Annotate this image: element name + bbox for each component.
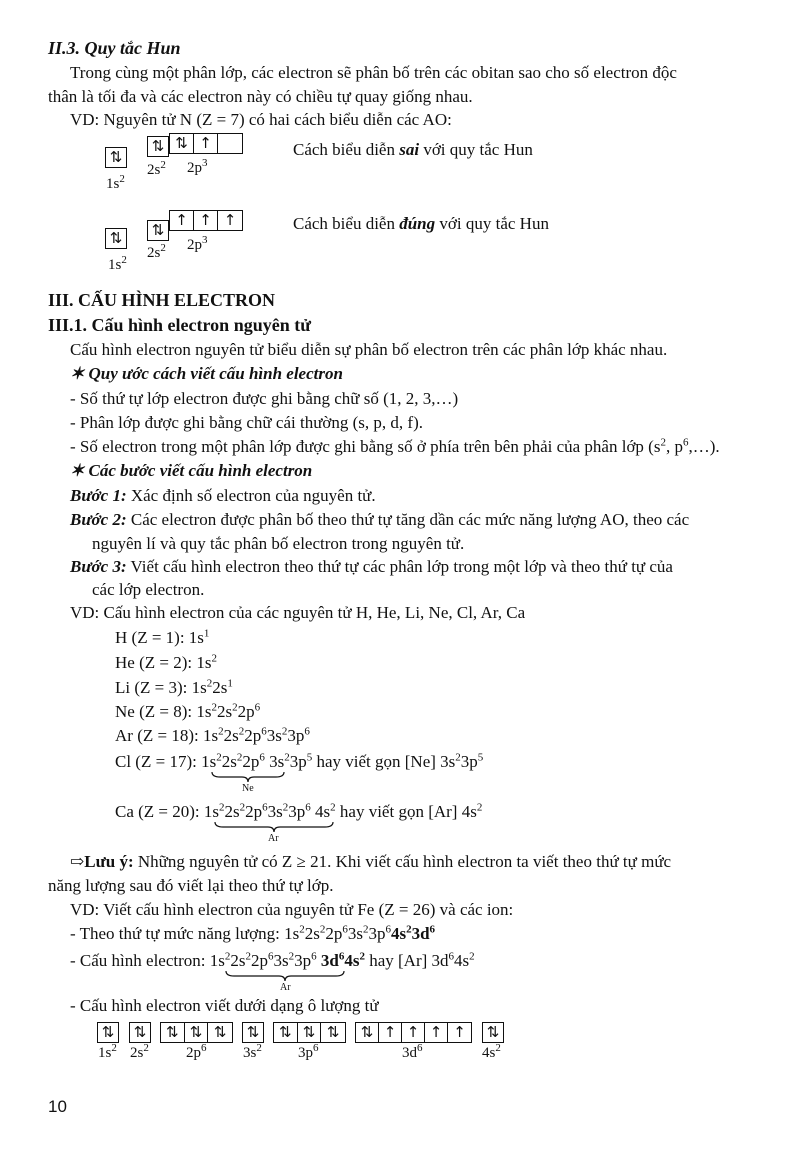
- brace: [224, 969, 346, 983]
- paragraph: Trong cùng một phân lớp, các electron sẽ phân bố trên các obitan sao cho số electron độc: [70, 63, 677, 82]
- qbox-4s: ⇅: [482, 1022, 504, 1043]
- orbital-label: $2p^3$: [187, 157, 208, 176]
- brace-label-ne: Ne: [242, 783, 254, 794]
- orbital-label: $2s^2$: [147, 242, 166, 261]
- step-1: Bước 1: Xác định số electron của nguyên tử.: [70, 486, 376, 505]
- qbox-3p: ⇅ ⇅ ⇅: [273, 1022, 346, 1043]
- step-3-cont: các lớp electron.: [92, 580, 205, 599]
- brace: [210, 770, 286, 784]
- step-2-cont: nguyên lí và quy tắc phân bố electron trong nguyên tử.: [92, 534, 465, 553]
- qbox-2s: ⇅: [129, 1022, 151, 1043]
- orbital-label: $1s^2$: [108, 254, 127, 273]
- list-item: - Số electron trong một phân lớp được ghi bằng số ở phía trên bên phải của phân lớp ($s^2$, $p^6,\dots$).: [70, 436, 720, 456]
- orbital-box-2s: ⇅: [147, 136, 169, 157]
- qbox-label: $3s^2$: [243, 1042, 262, 1061]
- page-number: 10: [48, 1097, 67, 1116]
- qbox-3d: ⇅ ↑ ↑ ↑ ↑: [355, 1022, 472, 1043]
- brace-label-ar: Ar: [268, 833, 279, 844]
- fe-config: - Cấu hình electron: $1s^22s^22p^63s^23p^6$ $3d^64s^2$ hay [Ar] $3d^64s^2$: [70, 950, 475, 970]
- config-he: He (Z = 2): $1s^2$: [115, 652, 217, 672]
- qbox-3s: ⇅: [242, 1022, 264, 1043]
- section-title-hund: II.3. Quy tắc Hun: [48, 38, 181, 58]
- qbox-label: $3p^6$: [298, 1042, 319, 1061]
- qbox-1s: ⇅: [97, 1022, 119, 1043]
- qbox-label: $1s^2$: [98, 1042, 117, 1061]
- orbital-label: $2s^2$: [147, 159, 166, 178]
- orbital-label: $1s^2$: [106, 173, 125, 192]
- example-text: VD: Viết cấu hình electron của nguyên tử Fe (Z = 26) và các ion:: [70, 900, 514, 919]
- brace-label-ar: Ar: [280, 982, 291, 993]
- config-ar: Ar (Z = 18): $1s^22s^22p^63s^23p^6$: [115, 725, 310, 745]
- section-title-config: III. CẤU HÌNH ELECTRON: [48, 290, 276, 310]
- energy-order: - Theo thứ tự mức năng lượng: $1s^22s^22p^63s^23p^64s^23d^6$: [70, 923, 436, 943]
- example-text: VD: Cấu hình electron của các nguyên tử H, He, Li, Ne, Cl, Ar, Ca: [70, 603, 526, 622]
- qbox-label: $3d^6$: [402, 1042, 423, 1061]
- steps-title: ✶ Các bước viết cấu hình electron: [70, 461, 313, 480]
- config-ca: Ca (Z = 20): $1s^22s^22p^63s^23p^6$ $4s^2$ hay viết gọn [Ar] $4s^2$: [115, 801, 483, 821]
- qbox-2p: ⇅ ⇅ ⇅: [160, 1022, 233, 1043]
- qbox-label: $2p^6$: [186, 1042, 207, 1061]
- orbital-box-2s: ⇅: [147, 220, 169, 241]
- step-2: Bước 2: Các electron được phân bố theo thứ tự tăng dần các mức năng lượng AO, theo các: [70, 510, 690, 529]
- paragraph: thân là tối đa và các electron này có chiều tự quay giống nhau.: [48, 87, 473, 106]
- right-caption: Cách biểu diễn đúng với quy tắc Hun: [293, 214, 549, 233]
- config-li: Li (Z = 3): $1s^22s^1$: [115, 677, 233, 697]
- orbital-box-2p-right: ↑ ↑ ↑: [169, 210, 243, 231]
- orbital-box-1s: ⇅: [105, 147, 127, 168]
- brace: [213, 820, 335, 834]
- orbital-box-1s: ⇅: [105, 228, 127, 249]
- config-h: H (Z = 1): $1s^1$: [115, 627, 210, 647]
- config-cl: Cl (Z = 17): $1s^22s^22p^6$ $3s^23p^5$ hay viết gọn [Ne] $3s^23p^5$: [115, 751, 484, 771]
- note: ⇨Lưu ý: Những nguyên tử có Z ≥ 21. Khi viết cấu hình electron ta viết theo thứ tự mức: [70, 852, 672, 871]
- config-ne: Ne (Z = 8): $1s^22s^22p^6$: [115, 701, 261, 721]
- orbital-label: $2p^3$: [187, 234, 208, 253]
- qbox-caption: - Cấu hình electron viết dưới dạng ô lượng tử: [70, 996, 379, 1015]
- step-3: Bước 3: Viết cấu hình electron theo thứ tự các phân lớp trong một lớp và theo thứ tự của: [70, 557, 673, 576]
- example-text: VD: Nguyên tử N (Z = 7) có hai cách biểu diễn các AO:: [70, 110, 452, 129]
- convention-title: ✶ Quy ước cách viết cấu hình electron: [70, 364, 343, 383]
- list-item: - Số thứ tự lớp electron được ghi bằng chữ số (1, 2, 3,…): [70, 389, 459, 408]
- list-item: - Phân lớp được ghi bằng chữ cái thường (s, p, d, f).: [70, 413, 423, 432]
- paragraph: Cấu hình electron nguyên tử biểu diễn sự phân bố electron trên các phân lớp khác nhau.: [70, 340, 668, 359]
- orbital-box-2p-wrong: ⇅ ↑: [169, 133, 243, 154]
- qbox-label: $2s^2$: [130, 1042, 149, 1061]
- qbox-label: $4s^2$: [482, 1042, 501, 1061]
- subsection-title: III.1. Cấu hình electron nguyên tử: [48, 315, 312, 335]
- wrong-caption: Cách biểu diễn sai với quy tắc Hun: [293, 140, 533, 159]
- note-cont: năng lượng sau đó viết lại theo thứ tự lớp.: [48, 876, 334, 895]
